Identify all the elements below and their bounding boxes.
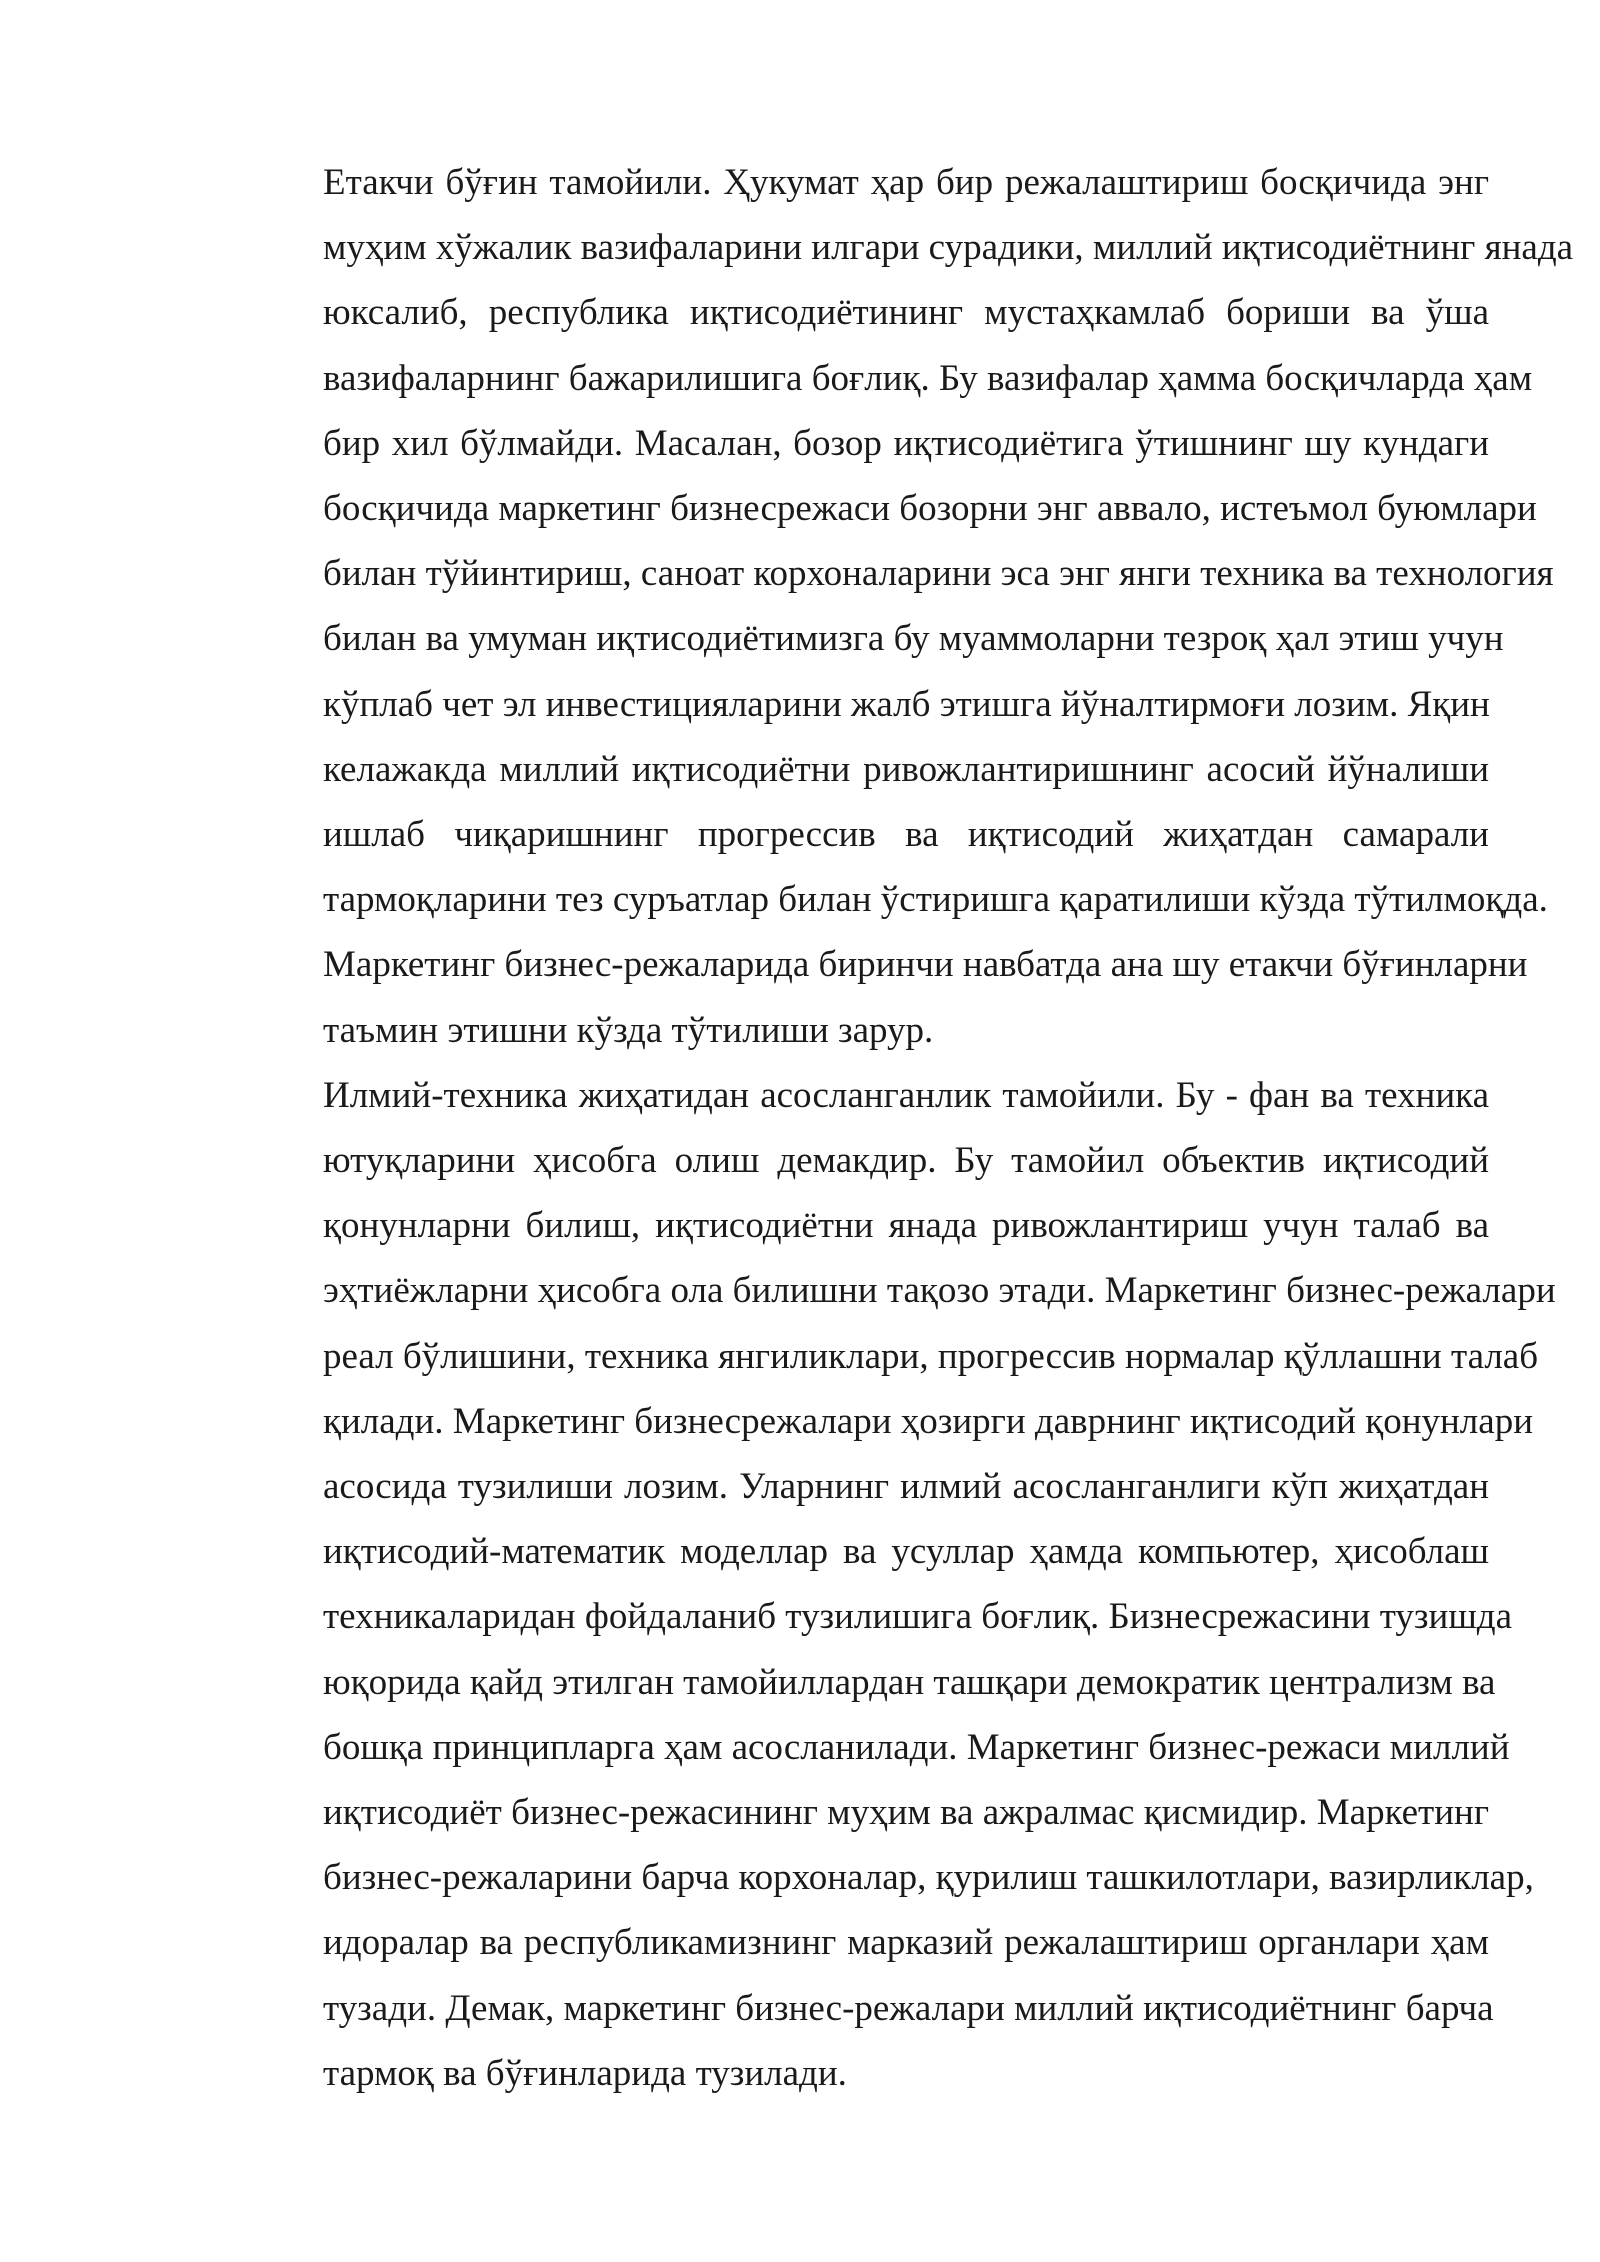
text-line: ютуқларини ҳисобга олиш демакдир. Бу тамойил объектив иқтисодий — [323, 1140, 1489, 1182]
text-line: асосида тузилиши лозим. Уларнинг илмий асосланганлиги кўп жиҳатдан — [323, 1466, 1489, 1508]
text-line: вазифаларнинг бажарилишига боғлиқ. Бу вазифалар ҳамма босқичларда ҳам — [323, 357, 1533, 399]
text-line: эҳтиёжларни ҳисобга ола билишни тақозо этади. Маркетинг бизнес-режалари — [323, 1270, 1556, 1312]
text-line: бир хил бўлмайди. Масалан, бозор иқтисодиётига ўтишнинг шу кундаги — [323, 422, 1489, 464]
text-line: Илмий-техника жиҳатидан асосланганлик тамойили. Бу - фан ва техника — [323, 1074, 1489, 1116]
text-line: таъмин этишни кўзда тўтилиши зарур. — [323, 1009, 934, 1051]
text-line: реал бўлишини, техника янгиликлари, прогрессив нормалар қўллашни талаб — [323, 1335, 1539, 1377]
text-line: муҳим хўжалик вазифаларини илгари сурадики, миллий иқтисодиётнинг янада — [323, 227, 1574, 269]
text-line: қилади. Маркетинг бизнесрежалари ҳозирги даврнинг иқтисодий қонунлари — [323, 1400, 1533, 1442]
text-line: юксалиб, республика иқтисодиётининг мустаҳкамлаб бориши ва ўша — [323, 292, 1489, 334]
text-line: бошқа принципларга ҳам асосланилади. Маркетинг бизнес-режаси миллий — [323, 1726, 1510, 1768]
text-line: бизнес-режаларини барча корхоналар, қурилиш ташкилотлари, вазирликлар, — [323, 1857, 1534, 1899]
text-line: босқичида маркетинг бизнесрежаси бозорни энг аввало, истеъмол буюмлари — [323, 488, 1537, 530]
text-line: иқтисодиёт бизнес-режасининг муҳим ва ажралмас қисмидир. Маркетинг — [323, 1792, 1489, 1834]
text-line: Маркетинг бизнес-режаларида биринчи навбатда ана шу етакчи бўғинларни — [323, 944, 1528, 986]
text-line: қонунларни билиш, иқтисодиётни янада ривожлантириш учун талаб ва — [323, 1205, 1489, 1247]
text-line: тузади. Демак, маркетинг бизнес-режалари миллий иқтисодиётнинг барча — [323, 1987, 1494, 2029]
text-line: идоралар ва республикамизнинг марказий режалаштириш органлари ҳам — [323, 1922, 1489, 1964]
text-line: тармоқларини тез суръатлар билан ўстиришга қаратилиши кўзда тўтилмоқда. — [323, 879, 1548, 921]
text-line: иқтисодий-математик моделлар ва усуллар ҳамда компьютер, ҳисоблаш — [323, 1531, 1489, 1573]
paragraph-scientific-basis-principle — [227, 1063, 1556, 2106]
document-body — [227, 150, 1574, 2106]
text-line: техникаларидан фойдаланиб тузилишига боғлиқ. Бизнесрежасини тузишда — [323, 1596, 1513, 1638]
text-line: келажакда миллий иқтисодиётни ривожлантиришнинг асосий йўналиши — [323, 748, 1489, 790]
text-line: тармоқ ва бўғинларида тузилади. — [323, 2052, 847, 2094]
text-line: Етакчи бўғин тамойили. Ҳукумат ҳар бир режалаштириш босқичида энг — [323, 162, 1489, 203]
text-line: билан ва умуман иқтисодиётимизга бу муаммоларни тезроқ ҳал этиш учун — [323, 618, 1504, 660]
text-line: ишлаб чиқаришнинг прогрессив ва иқтисодий жиҳатдан самарали — [323, 814, 1489, 856]
paragraph-leading-link-principle — [227, 150, 1574, 1063]
text-line: билан тўйинтириш, саноат корхоналарини эса энг янги техника ва технология — [323, 553, 1554, 595]
text-line: кўплаб чет эл инвестицияларини жалб этишга йўналтирмоғи лозим. Яқин — [323, 683, 1490, 725]
text-line: юқорида қайд этилган тамойиллардан ташқари демократик централизм ва — [323, 1661, 1496, 1703]
